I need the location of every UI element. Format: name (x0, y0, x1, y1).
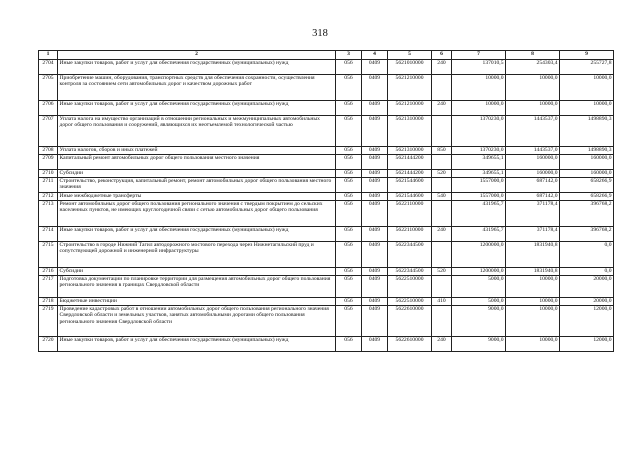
row-amount-year1: 137010,5 (452, 60, 506, 75)
row-name: Иные закупки товаров, работ и услуг для обеспечения государственных (муниципальных) нужд (58, 227, 336, 242)
column-header: 1 (39, 51, 58, 60)
row-ministry-code: 056 (336, 75, 362, 101)
row-amount-year1: 9000,0 (452, 306, 506, 337)
row-target-code: 5622344500 (388, 268, 432, 276)
row-amount-year3: 396768,2 (560, 201, 614, 227)
row-number: 2719 (39, 306, 58, 337)
table-row (39, 242, 614, 268)
row-expense-type-code: 540 (432, 193, 452, 201)
row-number: 2713 (39, 201, 58, 227)
row-amount-year1: 10000,0 (452, 75, 506, 101)
table-row (39, 75, 614, 101)
row-name: Уплата налогов, сборов и иных платежей (58, 147, 336, 155)
row-expense-type-code: 240 (432, 60, 452, 75)
row-expense-type-code (432, 116, 452, 147)
row-section-code: 0409 (362, 298, 388, 306)
row-target-code: 5621210000 (388, 101, 432, 116)
row-amount-year1: 1370230,0 (452, 116, 506, 147)
table-row (39, 170, 614, 178)
row-ministry-code: 056 (336, 227, 362, 242)
row-amount-year1: 1557000,0 (452, 178, 506, 193)
row-expense-type-code: 240 (432, 227, 452, 242)
row-name: Иные межбюджетные трансферты (58, 193, 336, 201)
row-amount-year2: 1443537,0 (506, 147, 560, 155)
row-number: 2714 (39, 227, 58, 242)
row-amount-year3: 0,0 (560, 242, 614, 268)
column-header: 5 (388, 51, 432, 60)
table-row (39, 101, 614, 116)
row-ministry-code: 056 (336, 155, 362, 170)
row-ministry-code: 056 (336, 276, 362, 298)
row-amount-year2: 687142,0 (506, 193, 560, 201)
row-expense-type-code: 850 (432, 147, 452, 155)
row-amount-year2: 371178,4 (506, 227, 560, 242)
row-name: Капитальный ремонт автомобильных дорог общего пользования местного значения (58, 155, 336, 170)
row-number: 2707 (39, 116, 58, 147)
row-amount-year1: 9000,0 (452, 337, 506, 352)
row-amount-year3: 255727,8 (560, 60, 614, 75)
row-amount-year2: 10000,0 (506, 337, 560, 352)
row-number: 2716 (39, 268, 58, 276)
row-amount-year2: 1443537,0 (506, 116, 560, 147)
row-expense-type-code: 520 (432, 170, 452, 178)
row-target-code: 5621310000 (388, 147, 432, 155)
row-name: Иные закупки товаров, работ и услуг для обеспечения государственных (муниципальных) нужд (58, 101, 336, 116)
row-target-code: 5621310000 (388, 116, 432, 147)
row-amount-year1: 5000,0 (452, 298, 506, 306)
row-target-code: 5622510000 (388, 298, 432, 306)
row-name: Строительство, реконструкция, капитальный ремонт, ремонт автомобильных дорог общего пользования местного значения (58, 178, 336, 193)
column-header: 2 (58, 51, 336, 60)
row-number: 2706 (39, 101, 58, 116)
row-section-code: 0409 (362, 170, 388, 178)
row-name: Уплата налога на имущество организаций в отношении региональных и межмуниципальных автомобильных дорог общего пользования и сооружений, являющихся их неотъемлемой технологической частью (58, 116, 336, 147)
table-row (39, 60, 614, 75)
row-target-code: 5622110000 (388, 227, 432, 242)
page-number: 318 (312, 28, 328, 39)
row-amount-year1: 349655,1 (452, 155, 506, 170)
row-name: Ремонт автомобильных дорог общего пользования регионального значения с твердым покрытием до сельских населенных пунктов, не имеющих круглогодичной связи с сетью автомобильных дорог общего пользования (58, 201, 336, 227)
row-amount-year3: 1498890,3 (560, 116, 614, 147)
column-header: 6 (432, 51, 452, 60)
row-amount-year3: 1498890,3 (560, 147, 614, 155)
row-ministry-code: 056 (336, 178, 362, 193)
row-amount-year1: 1200000,0 (452, 268, 506, 276)
table-row (39, 193, 614, 201)
row-section-code: 0409 (362, 242, 388, 268)
row-section-code: 0409 (362, 60, 388, 75)
row-section-code: 0409 (362, 337, 388, 352)
row-amount-year1: 1370230,0 (452, 147, 506, 155)
row-expense-type-code (432, 155, 452, 170)
row-amount-year3: 160000,0 (560, 155, 614, 170)
row-amount-year1: 431965,7 (452, 201, 506, 227)
row-amount-year2: 160000,0 (506, 170, 560, 178)
row-name: Бюджетные инвестиции (58, 298, 336, 306)
row-ministry-code: 056 (336, 147, 362, 155)
row-amount-year2: 1831940,8 (506, 242, 560, 268)
row-section-code: 0409 (362, 101, 388, 116)
row-section-code: 0409 (362, 178, 388, 193)
row-expense-type-code: 410 (432, 298, 452, 306)
row-target-code: 5621010000 (388, 60, 432, 75)
row-amount-year2: 10000,0 (506, 306, 560, 337)
row-target-code: 5621210000 (388, 75, 432, 101)
row-amount-year3: 658266,9 (560, 193, 614, 201)
table-row (39, 178, 614, 193)
row-number: 2718 (39, 298, 58, 306)
row-number: 2720 (39, 337, 58, 352)
table-row (39, 201, 614, 227)
row-amount-year3: 160000,0 (560, 170, 614, 178)
row-target-code: 5622610000 (388, 306, 432, 337)
row-number: 2709 (39, 155, 58, 170)
column-header: 4 (362, 51, 388, 60)
table-row (39, 227, 614, 242)
row-ministry-code: 056 (336, 298, 362, 306)
column-header: 7 (452, 51, 506, 60)
row-amount-year3: 10000,0 (560, 101, 614, 116)
row-number: 2715 (39, 242, 58, 268)
row-ministry-code: 056 (336, 193, 362, 201)
row-target-code: 5622510000 (388, 276, 432, 298)
row-number: 2717 (39, 276, 58, 298)
row-target-code: 5621444200 (388, 155, 432, 170)
row-amount-year2: 10000,0 (506, 276, 560, 298)
row-amount-year1: 349655,1 (452, 170, 506, 178)
column-header: 3 (336, 51, 362, 60)
row-section-code: 0409 (362, 193, 388, 201)
table-row (39, 337, 614, 352)
row-section-code: 0409 (362, 306, 388, 337)
row-number: 2710 (39, 170, 58, 178)
row-number: 2704 (39, 60, 58, 75)
row-ministry-code: 056 (336, 337, 362, 352)
row-amount-year2: 10000,0 (506, 298, 560, 306)
row-section-code: 0409 (362, 201, 388, 227)
row-target-code: 5621444200 (388, 170, 432, 178)
row-amount-year3: 10000,0 (560, 75, 614, 101)
table-row (39, 276, 614, 298)
row-amount-year2: 687142,0 (506, 178, 560, 193)
row-amount-year2: 254303,4 (506, 60, 560, 75)
table-header-row (39, 51, 614, 60)
row-name: Иные закупки товаров, работ и услуг для обеспечения государственных (муниципальных) нужд (58, 60, 336, 75)
row-amount-year1: 5000,0 (452, 276, 506, 298)
row-name: Проведение кадастровых работ в отношении автомобильных дорог общего пользования регионального значения Свердловской области и земельных участков, занятых автомобильными дорогами общего пользования регионального значения Свердловской области (58, 306, 336, 337)
row-name: Строительство в городе Нижний Тагил автодорожного мостового перехода через Нижнетагильский пруд и сопутствующей дорожной и инженерной инфраструктуры (58, 242, 336, 268)
row-amount-year3: 20000,0 (560, 298, 614, 306)
row-section-code: 0409 (362, 116, 388, 147)
table-row (39, 147, 614, 155)
row-section-code: 0409 (362, 147, 388, 155)
row-ministry-code: 056 (336, 268, 362, 276)
row-amount-year3: 20000,0 (560, 276, 614, 298)
table-row (39, 155, 614, 170)
column-header: 8 (506, 51, 560, 60)
table-row (39, 298, 614, 306)
row-name: Подготовка документации по планировке территории для размещения автомобильных дорог общего пользования регионального значения в границах Свердловской области (58, 276, 336, 298)
row-number: 2711 (39, 178, 58, 193)
row-ministry-code: 056 (336, 60, 362, 75)
row-number: 2705 (39, 75, 58, 101)
row-name: Субсидии (58, 268, 336, 276)
row-name: Иные закупки товаров, работ и услуг для обеспечения государственных (муниципальных) нужд (58, 337, 336, 352)
row-number: 2712 (39, 193, 58, 201)
row-expense-type-code: 240 (432, 337, 452, 352)
row-expense-type-code: 520 (432, 268, 452, 276)
row-expense-type-code (432, 242, 452, 268)
row-amount-year3: 12000,0 (560, 337, 614, 352)
row-ministry-code: 056 (336, 170, 362, 178)
row-name: Субсидии (58, 170, 336, 178)
row-amount-year3: 396768,2 (560, 227, 614, 242)
row-expense-type-code (432, 306, 452, 337)
row-amount-year3: 12000,0 (560, 306, 614, 337)
row-target-code: 5622610000 (388, 337, 432, 352)
row-amount-year1: 10000,0 (452, 101, 506, 116)
row-amount-year1: 1200000,0 (452, 242, 506, 268)
row-amount-year1: 1557000,0 (452, 193, 506, 201)
column-header: 9 (560, 51, 614, 60)
row-target-code: 5622344500 (388, 242, 432, 268)
row-name: Приобретение машин, оборудования, транспортных средств для обеспечения сохранности, осуществления контроля за состоянием сети автомобильных дорог и качеством дорожных работ (58, 75, 336, 101)
row-amount-year3: 658266,9 (560, 178, 614, 193)
row-ministry-code: 056 (336, 116, 362, 147)
row-section-code: 0409 (362, 276, 388, 298)
row-number: 2708 (39, 147, 58, 155)
row-target-code: 5621544600 (388, 178, 432, 193)
row-expense-type-code (432, 201, 452, 227)
row-amount-year2: 10000,0 (506, 101, 560, 116)
row-target-code: 5622110000 (388, 201, 432, 227)
row-ministry-code: 056 (336, 242, 362, 268)
row-expense-type-code: 240 (432, 101, 452, 116)
row-section-code: 0409 (362, 227, 388, 242)
table-body (39, 60, 614, 352)
row-expense-type-code (432, 178, 452, 193)
row-section-code: 0409 (362, 155, 388, 170)
row-ministry-code: 056 (336, 201, 362, 227)
table-row (39, 268, 614, 276)
row-target-code: 5621544600 (388, 193, 432, 201)
row-section-code: 0409 (362, 268, 388, 276)
budget-table (38, 50, 614, 352)
table-row (39, 116, 614, 147)
row-amount-year3: 0,0 (560, 268, 614, 276)
row-amount-year2: 10000,0 (506, 75, 560, 101)
row-section-code: 0409 (362, 75, 388, 101)
row-ministry-code: 056 (336, 101, 362, 116)
row-amount-year2: 371178,4 (506, 201, 560, 227)
row-amount-year1: 431965,7 (452, 227, 506, 242)
row-expense-type-code (432, 276, 452, 298)
row-amount-year2: 1831940,8 (506, 268, 560, 276)
table-row (39, 306, 614, 337)
row-amount-year2: 160000,0 (506, 155, 560, 170)
row-expense-type-code (432, 75, 452, 101)
row-ministry-code: 056 (336, 306, 362, 337)
